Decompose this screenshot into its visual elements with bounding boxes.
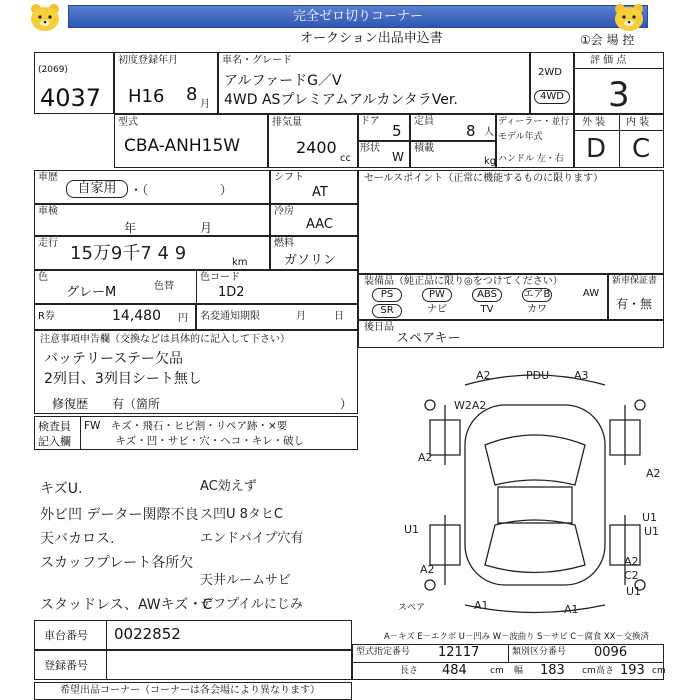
model-label: 型式 xyxy=(118,117,138,128)
inspection-box xyxy=(34,204,270,236)
sales-point-label: セールスポイント（正常に機能するものに限ります） xyxy=(364,173,604,184)
inspection-month-unit: 月 xyxy=(200,221,213,235)
inspector-row1: FW キズ・飛石・ヒビ割・リペア跡・×要 xyxy=(84,420,288,432)
handle-label: ハンドル 左・右 xyxy=(498,154,564,164)
length-label: 長さ xyxy=(400,666,419,676)
shift-value: AT xyxy=(312,185,328,200)
model-year-label: モデル年式 xyxy=(498,132,543,142)
drive-2wd: 2WD xyxy=(538,67,562,78)
width-label: 幅 xyxy=(514,666,524,676)
car-body-outline xyxy=(465,405,605,585)
rating-label: 評 価 点 xyxy=(590,55,627,66)
use-label: 車歴 xyxy=(38,172,58,183)
capacity-label: 定員 xyxy=(414,116,434,127)
warranty-label: 新車保証書 xyxy=(612,276,658,286)
equipment-item: ABS xyxy=(472,288,502,302)
equipment-item: TV xyxy=(480,304,494,315)
length-value: 484 xyxy=(442,663,467,678)
mileage-value: 15万9千7 4 9 xyxy=(70,243,187,264)
damage-mark: PDU xyxy=(526,369,550,382)
lot-number: 4037 xyxy=(40,84,102,112)
damage-note: スタッドレス、AWキズ・C xyxy=(40,597,213,613)
damage-note: AC効えず xyxy=(200,479,257,494)
damage-note: エンドパイプ穴有 xyxy=(200,531,304,546)
drive-4wd-circled: 4WD xyxy=(534,90,570,104)
displacement-value: 2400 xyxy=(296,138,337,157)
exterior-grade: D xyxy=(586,134,607,164)
load-unit: kg xyxy=(484,156,497,167)
inspector-label2: 記入欄 xyxy=(38,435,71,448)
inspection-year-unit: 年 xyxy=(124,221,137,235)
length-unit: cm xyxy=(490,666,504,676)
drive-box xyxy=(530,52,574,114)
interior-grade: C xyxy=(632,134,651,164)
color-label: 色 xyxy=(38,272,48,283)
vehicle-name-line1: アルファードG／V xyxy=(224,73,342,89)
venue-copy-label: ①会 場 控 xyxy=(580,33,635,47)
use-suffix: ・（ ） xyxy=(130,183,233,197)
rating-score: 3 xyxy=(608,75,630,115)
ac-label: 冷房 xyxy=(274,206,294,217)
inspector-row2: キズ・凹・サビ・穴・へコ・キレ・破し xyxy=(84,435,305,447)
equipment-item: エアB xyxy=(523,289,551,300)
color-code-value: 1D2 xyxy=(218,285,245,300)
inspection-label: 車検 xyxy=(38,206,58,217)
later-items-value: スペアキー xyxy=(396,331,461,346)
spare-label: スペア xyxy=(398,603,426,613)
damage-note: 天バカロス. xyxy=(40,531,115,547)
doors-label: ドア xyxy=(360,116,380,127)
bear-mascot-icon xyxy=(610,2,648,32)
notice-day: 日 xyxy=(334,311,344,322)
damage-mark: U1 xyxy=(626,585,642,598)
registration-month: 8 xyxy=(186,84,198,105)
damage-note: キズU. xyxy=(40,481,83,497)
damage-note: デフプイルにじみ xyxy=(200,597,303,612)
recycle-label: R券 xyxy=(38,311,55,322)
damage-note: ス凹U 8タヒC xyxy=(200,507,283,522)
designated-value: 12117 xyxy=(438,645,480,660)
damage-mark: W2A2 xyxy=(454,399,487,412)
damage-mark: A2 xyxy=(624,555,639,568)
model-value: CBA-ANH15W xyxy=(124,136,241,156)
color-code-label: 色コード xyxy=(200,272,240,283)
shape-label: 形状 xyxy=(360,143,380,154)
vehicle-name-label: 車名・グレード xyxy=(222,55,292,66)
damage-mark: C2 xyxy=(624,569,639,582)
width-value: 183 xyxy=(540,663,565,678)
equipment-item: ナビ xyxy=(427,304,447,315)
notice-label: 名変通知期限 xyxy=(200,311,260,322)
small-code: (2069) xyxy=(38,65,68,75)
damage-mark: A3 xyxy=(574,369,589,382)
fuel-value: ガソリン xyxy=(284,253,337,268)
category-label: 類別区分番号 xyxy=(512,647,567,657)
mileage-unit: km xyxy=(232,257,248,268)
width-unit: cm xyxy=(582,666,596,676)
banner: 完全ゼロ切りコーナー xyxy=(68,5,648,28)
capacity-value: 8 xyxy=(466,122,476,140)
damage-mark: U1 xyxy=(644,525,660,538)
damage-mark: U1 xyxy=(404,523,420,536)
caution-label: 注意事項申告欄（交換などは具体的に記入して下さい） xyxy=(40,334,290,345)
form-title: オークション出品申込書 xyxy=(300,31,443,46)
damage-note: スカッフプレート各所欠 xyxy=(40,555,194,571)
caution-line1: バッテリーステー欠品 xyxy=(44,351,184,367)
use-value-circled: 自家用 xyxy=(66,180,128,198)
bear-mascot-icon xyxy=(26,2,64,32)
displacement-label: 排気量 xyxy=(272,117,302,128)
equipment-item: AW xyxy=(582,288,600,299)
shape-value: W xyxy=(392,150,404,164)
equipment-item: PW xyxy=(422,288,452,302)
later-items-label: 後日品 xyxy=(364,322,394,333)
displacement-unit: cc xyxy=(340,153,351,164)
damage-mark: A1 xyxy=(474,599,489,612)
recycle-unit: 円 xyxy=(178,313,188,324)
height-label: 高さ xyxy=(596,666,615,676)
footer-text: 希望出品コーナー（コーナーは各会場により異なります） xyxy=(60,685,320,696)
fuel-label: 燃料 xyxy=(274,238,294,249)
damage-mark: A2 xyxy=(418,451,433,464)
doors-value: 5 xyxy=(392,122,402,140)
damage-mark: A1 xyxy=(564,603,579,616)
exterior-label: 外 装 xyxy=(582,117,606,128)
height-unit: cm xyxy=(652,666,666,676)
damage-note: 天井ルームサビ xyxy=(200,573,291,588)
chassis-value: 0022852 xyxy=(114,625,181,643)
sales-point-box xyxy=(358,170,664,274)
category-value: 0096 xyxy=(594,645,628,660)
warranty-value: 有・無 xyxy=(616,297,653,311)
equipment-item: PS xyxy=(372,288,402,302)
load-label: 積載 xyxy=(414,143,434,154)
month-unit: 月 xyxy=(200,99,210,110)
interior-label: 内 装 xyxy=(626,117,650,128)
reg-number-label: 登録番号 xyxy=(44,659,88,672)
notice-month: 月 xyxy=(296,311,306,322)
shift-label: シフト xyxy=(274,172,304,183)
chassis-label: 車台番号 xyxy=(44,629,88,642)
mileage-label: 走行 xyxy=(38,238,58,249)
inspector-label1: 検査員 xyxy=(38,420,71,433)
dealer-label: ディーラー・並行 xyxy=(498,117,570,127)
registration-label: 初度登録年月 xyxy=(118,55,178,66)
damage-note: 外ビ凹 データー関際不良 xyxy=(40,507,199,523)
color-value: グレーM xyxy=(66,285,117,300)
repair-history-end: ） xyxy=(340,397,353,411)
vehicle-name-line2: 4WD ASプレミアムアルカンタラVer. xyxy=(224,92,458,108)
damage-legend: A－キズ E－エクボ U－凹み W－波曲り S－サビ C－腐食 XX－交換済 xyxy=(384,631,649,641)
caution-line2: 2列目、3列目シート無し xyxy=(44,371,202,387)
equipment-item: SR xyxy=(372,304,402,318)
damage-mark: A2 xyxy=(646,467,661,480)
recycle-value: 14,480 xyxy=(112,308,161,324)
height-value: 193 xyxy=(620,663,645,678)
ac-value: AAC xyxy=(306,217,333,232)
repair-history: 修復歴 有（箇所 xyxy=(52,397,161,411)
damage-mark: A2 xyxy=(476,369,491,382)
capacity-unit: 人 xyxy=(484,127,494,138)
damage-mark: U1 xyxy=(642,511,658,524)
equipment-item: カワ xyxy=(527,304,547,315)
registration-year: H16 xyxy=(128,86,165,107)
damage-mark: A2 xyxy=(420,563,435,576)
color-change-label: 色替 xyxy=(154,281,174,292)
equipment-label: 装備品（純正品に限り◎をつけてください） xyxy=(364,276,563,287)
designated-label: 型式指定番号 xyxy=(356,647,411,657)
